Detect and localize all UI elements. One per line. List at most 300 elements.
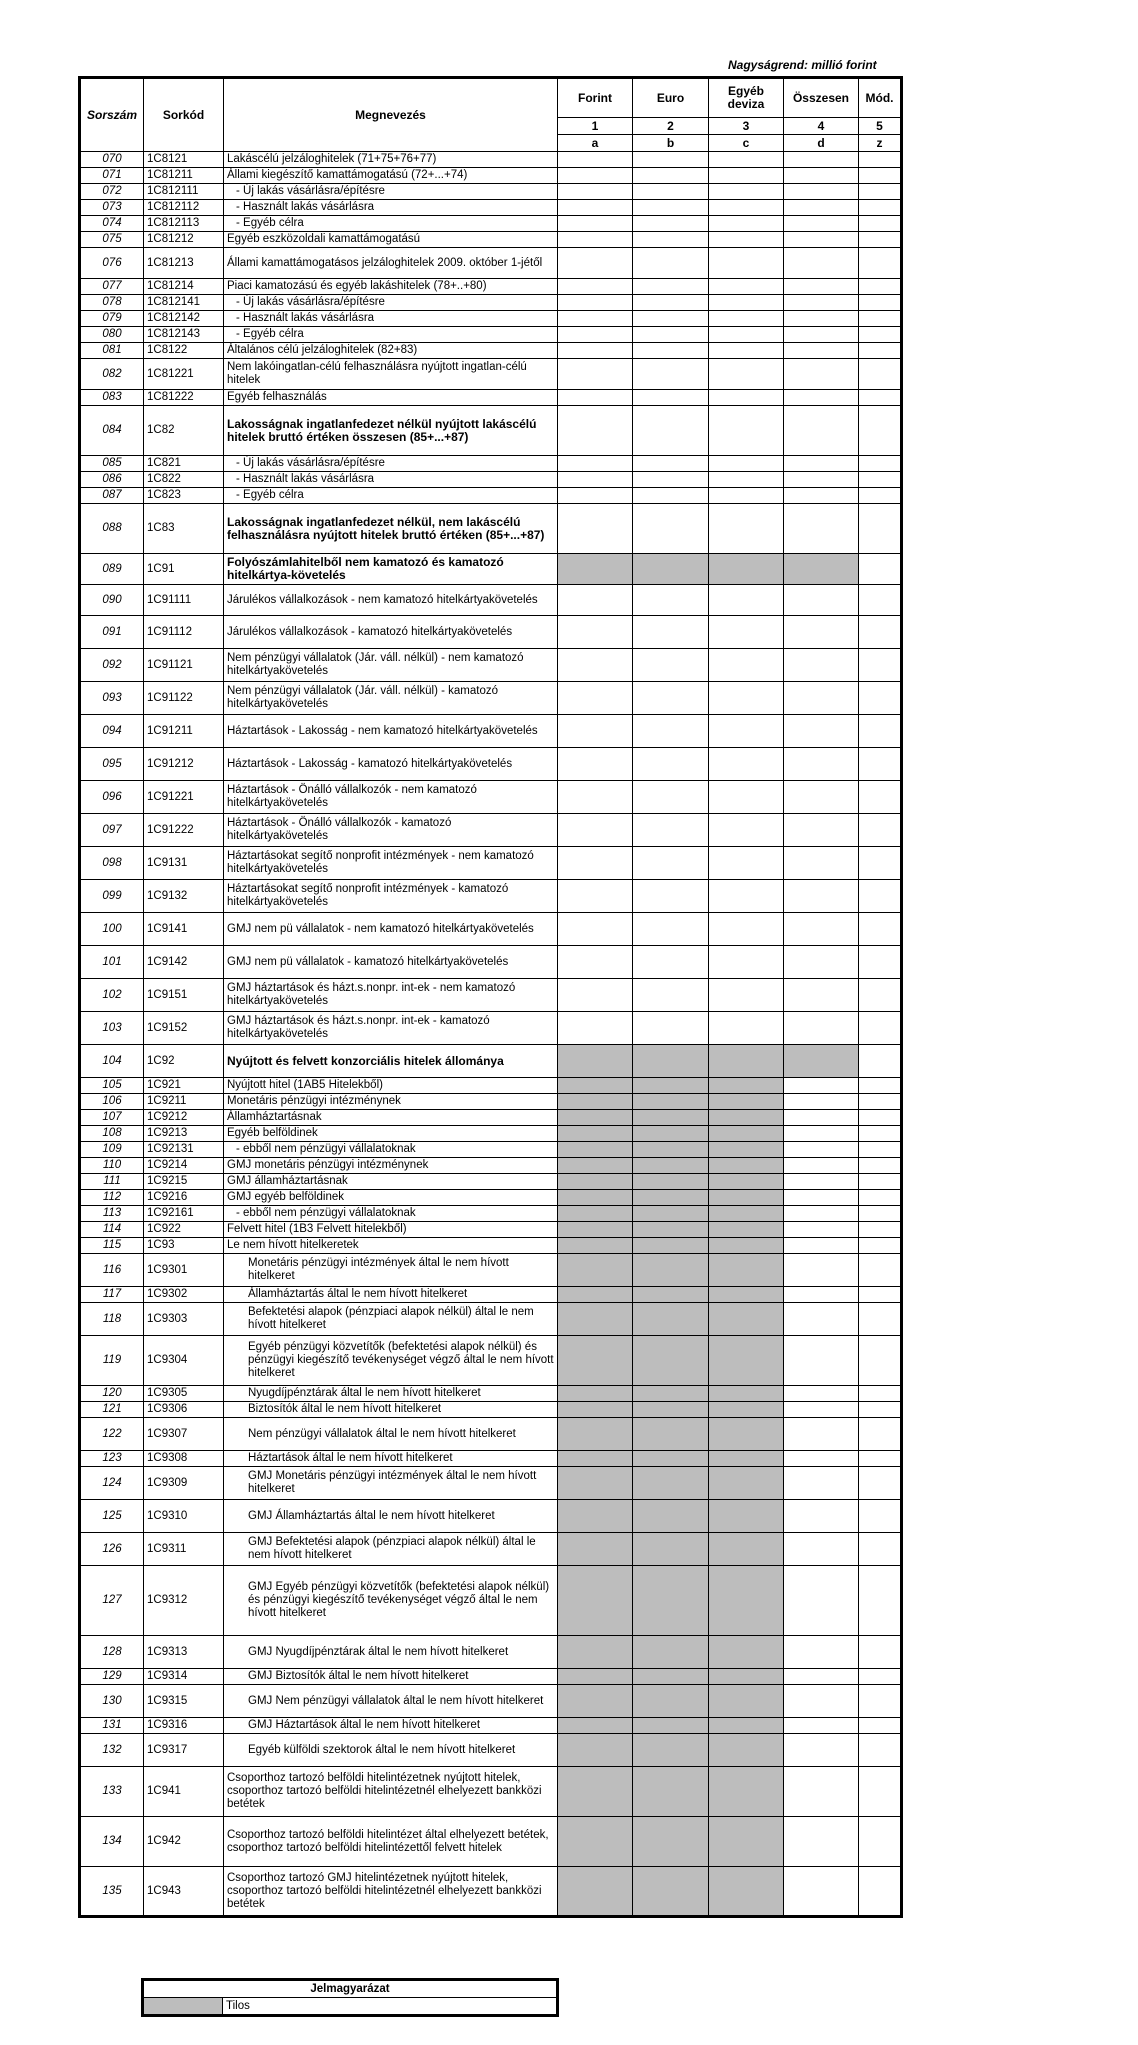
cell-mod[interactable] <box>859 1566 902 1636</box>
cell-osszesen[interactable] <box>784 1817 859 1867</box>
cell-egyeb-deviza <box>709 1566 784 1636</box>
row-description: GMJ Monetáris pénzügyi intézmények által le nem hívott hitelkeret <box>224 1467 558 1500</box>
cell-egyeb-deviza[interactable] <box>709 649 784 682</box>
cell-osszesen[interactable] <box>784 232 859 248</box>
cell-forint[interactable] <box>558 616 633 649</box>
cell-osszesen[interactable] <box>784 1094 859 1110</box>
row-code: 1C81221 <box>144 359 224 390</box>
cell-mod[interactable] <box>859 1669 902 1685</box>
cell-osszesen[interactable] <box>784 327 859 343</box>
cell-mod[interactable] <box>859 748 902 781</box>
cell-egyeb-deviza[interactable] <box>709 488 784 504</box>
cell-osszesen[interactable] <box>784 1206 859 1222</box>
cell-egyeb-deviza[interactable] <box>709 406 784 456</box>
row-number: 125 <box>80 1500 144 1533</box>
cell-mod[interactable] <box>859 1110 902 1126</box>
cell-osszesen[interactable] <box>784 1669 859 1685</box>
cell-egyeb-deviza <box>709 1110 784 1126</box>
cell-mod[interactable] <box>859 1685 902 1718</box>
cell-mod[interactable] <box>859 168 902 184</box>
cell-mod[interactable] <box>859 1222 902 1238</box>
row-code: 1C9213 <box>144 1126 224 1142</box>
cell-osszesen[interactable] <box>784 1718 859 1734</box>
row-description: Nem lakóingatlan-célú felhasználásra nyújtott ingatlan-célú hitelek <box>224 359 558 390</box>
row-code: 1C92131 <box>144 1142 224 1158</box>
cell-osszesen[interactable] <box>784 946 859 979</box>
cell-osszesen[interactable] <box>784 1500 859 1533</box>
cell-egyeb-deviza[interactable] <box>709 715 784 748</box>
table-row <box>80 1222 902 1238</box>
cell-euro[interactable] <box>633 979 709 1012</box>
cell-mod[interactable] <box>859 1817 902 1867</box>
cell-forint[interactable] <box>558 472 633 488</box>
unit-note: Nagyságrend: millió forint <box>728 58 877 72</box>
cell-forint[interactable] <box>558 232 633 248</box>
cell-forint[interactable] <box>558 781 633 814</box>
cell-osszesen[interactable] <box>784 1174 859 1190</box>
cell-egyeb-deviza[interactable] <box>709 504 784 554</box>
cell-forint[interactable] <box>558 715 633 748</box>
cell-osszesen[interactable] <box>784 1078 859 1094</box>
cell-euro[interactable] <box>633 585 709 616</box>
cell-mod[interactable] <box>859 1734 902 1767</box>
cell-forint[interactable] <box>558 359 633 390</box>
row-description: Csoporthoz tartozó belföldi hitelintézetnek nyújtott hitelek, csoporthoz tartozó belföldi hitelintézetnél elhelyezett bankközi betétek <box>224 1767 558 1817</box>
cell-mod[interactable] <box>859 1012 902 1045</box>
row-number: 094 <box>80 715 144 748</box>
cell-mod[interactable] <box>859 311 902 327</box>
cell-forint[interactable] <box>558 295 633 311</box>
cell-mod[interactable] <box>859 1158 902 1174</box>
cell-mod[interactable] <box>859 295 902 311</box>
cell-euro[interactable] <box>633 359 709 390</box>
cell-mod[interactable] <box>859 1045 902 1078</box>
cell-osszesen[interactable] <box>784 1867 859 1917</box>
cell-mod[interactable] <box>859 1078 902 1094</box>
cell-euro[interactable] <box>633 406 709 456</box>
row-number: 070 <box>80 152 144 168</box>
cell-egyeb-deviza[interactable] <box>709 979 784 1012</box>
cell-egyeb-deviza[interactable] <box>709 359 784 390</box>
cell-mod[interactable] <box>859 232 902 248</box>
cell-osszesen[interactable] <box>784 1254 859 1287</box>
cell-mod[interactable] <box>859 152 902 168</box>
cell-euro[interactable] <box>633 814 709 847</box>
cell-forint[interactable] <box>558 814 633 847</box>
cell-euro[interactable] <box>633 946 709 979</box>
cell-egyeb-deviza[interactable] <box>709 184 784 200</box>
cell-egyeb-deviza[interactable] <box>709 814 784 847</box>
cell-mod[interactable] <box>859 1718 902 1734</box>
row-code: 1C9141 <box>144 913 224 946</box>
cell-forint <box>558 1336 633 1386</box>
cell-mod[interactable] <box>859 279 902 295</box>
cell-egyeb-deviza[interactable] <box>709 781 784 814</box>
cell-mod[interactable] <box>859 585 902 616</box>
cell-osszesen[interactable] <box>784 168 859 184</box>
cell-mod[interactable] <box>859 184 902 200</box>
cell-euro <box>633 1402 709 1418</box>
cell-euro[interactable] <box>633 390 709 406</box>
cell-forint[interactable] <box>558 200 633 216</box>
cell-euro[interactable] <box>633 847 709 880</box>
cell-osszesen[interactable] <box>784 847 859 880</box>
cell-osszesen[interactable] <box>784 216 859 232</box>
row-number: 110 <box>80 1158 144 1174</box>
cell-osszesen[interactable] <box>784 1012 859 1045</box>
cell-osszesen[interactable] <box>784 406 859 456</box>
cell-euro[interactable] <box>633 216 709 232</box>
cell-osszesen[interactable] <box>784 1158 859 1174</box>
cell-osszesen[interactable] <box>784 456 859 472</box>
cell-euro[interactable] <box>633 913 709 946</box>
cell-mod[interactable] <box>859 1636 902 1669</box>
cell-mod[interactable] <box>859 504 902 554</box>
cell-egyeb-deviza[interactable] <box>709 248 784 279</box>
table-row <box>80 1303 902 1336</box>
row-description: Befektetési alapok (pénzpiaci alapok nélkül) által le nem hívott hitelkeret <box>224 1303 558 1336</box>
cell-forint[interactable] <box>558 585 633 616</box>
row-number: 116 <box>80 1254 144 1287</box>
cell-forint[interactable] <box>558 488 633 504</box>
cell-osszesen[interactable] <box>784 715 859 748</box>
cell-forint[interactable] <box>558 168 633 184</box>
cell-euro[interactable] <box>633 232 709 248</box>
table-row <box>80 1402 902 1418</box>
cell-mod[interactable] <box>859 682 902 715</box>
cell-euro[interactable] <box>633 343 709 359</box>
cell-osszesen[interactable] <box>784 200 859 216</box>
cell-osszesen[interactable] <box>784 781 859 814</box>
cell-mod[interactable] <box>859 814 902 847</box>
cell-egyeb-deviza[interactable] <box>709 327 784 343</box>
cell-osszesen[interactable] <box>784 616 859 649</box>
cell-forint[interactable] <box>558 456 633 472</box>
cell-forint[interactable] <box>558 406 633 456</box>
cell-forint <box>558 1045 633 1078</box>
row-description: GMJ egyéb belföldinek <box>224 1190 558 1206</box>
cell-euro[interactable] <box>633 715 709 748</box>
cell-egyeb-deviza <box>709 1336 784 1386</box>
cell-egyeb-deviza[interactable] <box>709 880 784 913</box>
cell-osszesen[interactable] <box>784 1533 859 1566</box>
cell-osszesen[interactable] <box>784 1402 859 1418</box>
cell-osszesen[interactable] <box>784 359 859 390</box>
cell-forint[interactable] <box>558 682 633 715</box>
cell-forint[interactable] <box>558 649 633 682</box>
cell-osszesen[interactable] <box>784 1238 859 1254</box>
cell-euro[interactable] <box>633 1012 709 1045</box>
cell-forint[interactable] <box>558 327 633 343</box>
table-row <box>80 184 902 200</box>
cell-forint[interactable] <box>558 343 633 359</box>
row-description: Nem pénzügyi vállalatok (Jár. váll. nélkül) - nem kamatozó hitelkártyakövetelés <box>224 649 558 682</box>
cell-osszesen[interactable] <box>784 1190 859 1206</box>
cell-mod[interactable] <box>859 1386 902 1402</box>
cell-mod[interactable] <box>859 390 902 406</box>
cell-mod[interactable] <box>859 1094 902 1110</box>
cell-egyeb-deviza[interactable] <box>709 748 784 781</box>
table-row <box>80 311 902 327</box>
cell-mod[interactable] <box>859 946 902 979</box>
cell-egyeb-deviza[interactable] <box>709 472 784 488</box>
cell-mod[interactable] <box>859 913 902 946</box>
cell-forint[interactable] <box>558 847 633 880</box>
cell-forint[interactable] <box>558 279 633 295</box>
cell-osszesen[interactable] <box>784 1287 859 1303</box>
legend-table <box>141 1978 559 2017</box>
cell-osszesen[interactable] <box>784 585 859 616</box>
cell-forint[interactable] <box>558 152 633 168</box>
table-row <box>80 232 902 248</box>
cell-osszesen[interactable] <box>784 814 859 847</box>
cell-osszesen[interactable] <box>784 1142 859 1158</box>
cell-mod[interactable] <box>859 1767 902 1817</box>
cell-egyeb-deviza[interactable] <box>709 200 784 216</box>
cell-forint[interactable] <box>558 504 633 554</box>
cell-mod[interactable] <box>859 1238 902 1254</box>
row-number: 108 <box>80 1126 144 1142</box>
row-description: Államháztartás által le nem hívott hitelkeret <box>224 1287 558 1303</box>
cell-osszesen[interactable] <box>784 1636 859 1669</box>
cell-osszesen[interactable] <box>784 488 859 504</box>
cell-mod[interactable] <box>859 456 902 472</box>
cell-forint[interactable] <box>558 913 633 946</box>
cell-egyeb-deviza[interactable] <box>709 946 784 979</box>
row-code: 1C9214 <box>144 1158 224 1174</box>
cell-mod[interactable] <box>859 1533 902 1566</box>
cell-mod[interactable] <box>859 359 902 390</box>
row-code: 1C92161 <box>144 1206 224 1222</box>
cell-mod[interactable] <box>859 200 902 216</box>
col-header-euro: Euro <box>633 78 709 118</box>
cell-euro[interactable] <box>633 248 709 279</box>
cell-mod[interactable] <box>859 1867 902 1917</box>
cell-euro[interactable] <box>633 472 709 488</box>
cell-osszesen[interactable] <box>784 748 859 781</box>
cell-osszesen[interactable] <box>784 1451 859 1467</box>
cell-euro[interactable] <box>633 880 709 913</box>
cell-osszesen[interactable] <box>784 1336 859 1386</box>
cell-euro[interactable] <box>633 504 709 554</box>
cell-mod[interactable] <box>859 1126 902 1142</box>
table-row <box>80 168 902 184</box>
row-number: 111 <box>80 1174 144 1190</box>
cell-egyeb-deviza <box>709 1451 784 1467</box>
cell-egyeb-deviza[interactable] <box>709 913 784 946</box>
cell-mod[interactable] <box>859 649 902 682</box>
row-code: 1C9132 <box>144 880 224 913</box>
col-header-mod: Mód. <box>859 78 902 118</box>
cell-mod[interactable] <box>859 1336 902 1386</box>
cell-euro <box>633 1190 709 1206</box>
row-code: 1C812142 <box>144 311 224 327</box>
cell-euro[interactable] <box>633 168 709 184</box>
row-code: 1C9305 <box>144 1386 224 1402</box>
row-code: 1C9317 <box>144 1734 224 1767</box>
cell-egyeb-deviza[interactable] <box>709 152 784 168</box>
cell-mod[interactable] <box>859 1254 902 1287</box>
cell-osszesen[interactable] <box>784 311 859 327</box>
cell-mod[interactable] <box>859 1190 902 1206</box>
cell-mod[interactable] <box>859 1142 902 1158</box>
cell-egyeb-deviza[interactable] <box>709 456 784 472</box>
cell-forint <box>558 1734 633 1767</box>
cell-forint[interactable] <box>558 1012 633 1045</box>
cell-euro[interactable] <box>633 488 709 504</box>
table-row <box>80 715 902 748</box>
cell-euro[interactable] <box>633 152 709 168</box>
cell-osszesen[interactable] <box>784 1126 859 1142</box>
cell-mod[interactable] <box>859 406 902 456</box>
cell-forint[interactable] <box>558 946 633 979</box>
cell-euro[interactable] <box>633 295 709 311</box>
cell-forint[interactable] <box>558 216 633 232</box>
cell-mod[interactable] <box>859 1467 902 1500</box>
cell-egyeb-deviza[interactable] <box>709 847 784 880</box>
cell-euro[interactable] <box>633 616 709 649</box>
cell-osszesen[interactable] <box>784 1386 859 1402</box>
table-row <box>80 781 902 814</box>
row-number: 105 <box>80 1078 144 1094</box>
cell-forint <box>558 1238 633 1254</box>
cell-mod[interactable] <box>859 715 902 748</box>
cell-egyeb-deviza[interactable] <box>709 343 784 359</box>
cell-euro[interactable] <box>633 456 709 472</box>
cell-mod[interactable] <box>859 216 902 232</box>
cell-osszesen[interactable] <box>784 1685 859 1718</box>
cell-mod[interactable] <box>859 1287 902 1303</box>
cell-euro[interactable] <box>633 279 709 295</box>
cell-osszesen[interactable] <box>784 1767 859 1817</box>
cell-osszesen[interactable] <box>784 343 859 359</box>
cell-osszesen[interactable] <box>784 1303 859 1336</box>
cell-egyeb-deviza[interactable] <box>709 682 784 715</box>
cell-mod[interactable] <box>859 248 902 279</box>
cell-mod[interactable] <box>859 979 902 1012</box>
cell-forint <box>558 1254 633 1287</box>
row-code: 1C9316 <box>144 1718 224 1734</box>
cell-egyeb-deviza <box>709 1386 784 1402</box>
cell-forint <box>558 1718 633 1734</box>
cell-mod[interactable] <box>859 880 902 913</box>
cell-forint[interactable] <box>558 390 633 406</box>
table-row <box>80 1287 902 1303</box>
row-number: 093 <box>80 682 144 715</box>
table-row <box>80 814 902 847</box>
cell-egyeb-deviza[interactable] <box>709 1012 784 1045</box>
cell-euro[interactable] <box>633 311 709 327</box>
cell-osszesen[interactable] <box>784 152 859 168</box>
cell-osszesen[interactable] <box>784 295 859 311</box>
row-description: - ebből nem pénzügyi vállalatoknak <box>224 1142 558 1158</box>
cell-osszesen[interactable] <box>784 1467 859 1500</box>
cell-osszesen[interactable] <box>784 649 859 682</box>
cell-egyeb-deviza[interactable] <box>709 616 784 649</box>
cell-mod[interactable] <box>859 1303 902 1336</box>
cell-euro[interactable] <box>633 748 709 781</box>
cell-mod[interactable] <box>859 781 902 814</box>
cell-osszesen[interactable] <box>784 390 859 406</box>
row-number: 127 <box>80 1566 144 1636</box>
cell-osszesen[interactable] <box>784 248 859 279</box>
row-description: Háztartások - Lakosság - nem kamatozó hitelkártyakövetelés <box>224 715 558 748</box>
cell-forint[interactable] <box>558 880 633 913</box>
cell-mod[interactable] <box>859 1451 902 1467</box>
cell-egyeb-deviza[interactable] <box>709 216 784 232</box>
cell-egyeb-deviza[interactable] <box>709 311 784 327</box>
cell-osszesen[interactable] <box>784 472 859 488</box>
row-code: 1C812141 <box>144 295 224 311</box>
cell-forint[interactable] <box>558 184 633 200</box>
cell-mod[interactable] <box>859 327 902 343</box>
cell-osszesen[interactable] <box>784 1110 859 1126</box>
cell-egyeb-deviza[interactable] <box>709 232 784 248</box>
row-number: 071 <box>80 168 144 184</box>
cell-euro[interactable] <box>633 184 709 200</box>
cell-mod[interactable] <box>859 343 902 359</box>
cell-osszesen[interactable] <box>784 1734 859 1767</box>
cell-euro[interactable] <box>633 327 709 343</box>
cell-osszesen[interactable] <box>784 1418 859 1451</box>
cell-osszesen[interactable] <box>784 504 859 554</box>
cell-egyeb-deviza[interactable] <box>709 585 784 616</box>
cell-osszesen[interactable] <box>784 1222 859 1238</box>
cell-forint[interactable] <box>558 748 633 781</box>
legend-title: Jelmagyarázat <box>143 1980 558 1998</box>
row-description: - Új lakás vásárlásra/építésre <box>224 184 558 200</box>
row-description: Le nem hívott hitelkeretek <box>224 1238 558 1254</box>
cell-egyeb-deviza[interactable] <box>709 295 784 311</box>
cell-osszesen[interactable] <box>784 979 859 1012</box>
cell-mod[interactable] <box>859 616 902 649</box>
cell-euro <box>633 1287 709 1303</box>
cell-egyeb-deviza[interactable] <box>709 168 784 184</box>
cell-euro[interactable] <box>633 200 709 216</box>
cell-mod[interactable] <box>859 1500 902 1533</box>
cell-forint <box>558 1418 633 1451</box>
cell-mod[interactable] <box>859 488 902 504</box>
cell-mod[interactable] <box>859 1402 902 1418</box>
cell-euro[interactable] <box>633 682 709 715</box>
cell-mod[interactable] <box>859 554 902 585</box>
cell-mod[interactable] <box>859 472 902 488</box>
row-code: 1C943 <box>144 1867 224 1917</box>
cell-forint[interactable] <box>558 248 633 279</box>
cell-osszesen[interactable] <box>784 1566 859 1636</box>
cell-euro[interactable] <box>633 649 709 682</box>
cell-forint <box>558 1142 633 1158</box>
col-letter: a <box>558 135 633 152</box>
cell-forint[interactable] <box>558 979 633 1012</box>
cell-euro[interactable] <box>633 781 709 814</box>
cell-mod[interactable] <box>859 1206 902 1222</box>
cell-egyeb-deviza[interactable] <box>709 390 784 406</box>
cell-osszesen[interactable] <box>784 880 859 913</box>
row-description: - Használt lakás vásárlásra <box>224 472 558 488</box>
cell-mod[interactable] <box>859 1418 902 1451</box>
row-code: 1C821 <box>144 456 224 472</box>
cell-forint[interactable] <box>558 311 633 327</box>
cell-mod[interactable] <box>859 1174 902 1190</box>
cell-osszesen[interactable] <box>784 682 859 715</box>
cell-egyeb-deviza[interactable] <box>709 279 784 295</box>
cell-forint <box>558 1566 633 1636</box>
cell-osszesen[interactable] <box>784 913 859 946</box>
cell-osszesen[interactable] <box>784 279 859 295</box>
cell-mod[interactable] <box>859 847 902 880</box>
cell-osszesen[interactable] <box>784 184 859 200</box>
